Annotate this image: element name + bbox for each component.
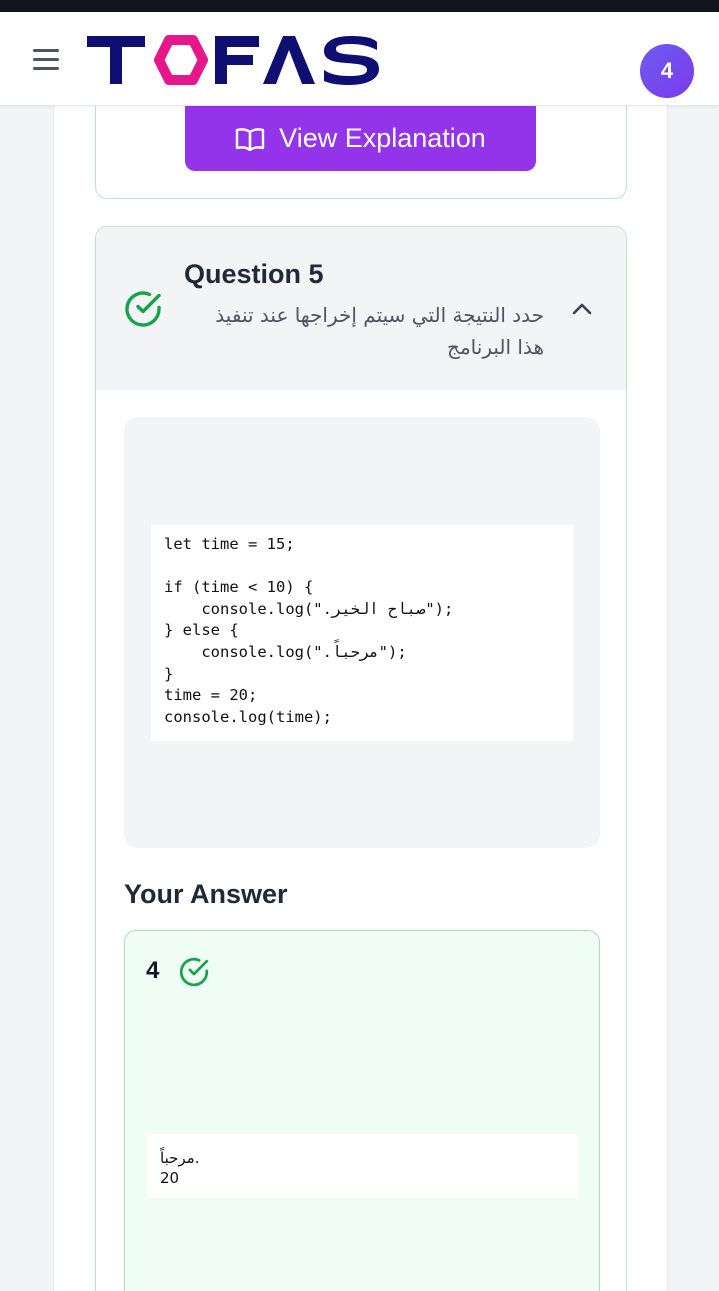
code-snippet: let time = 15; if (time < 10) { console.log(".صباح الخير"); } else { console.log(".مرحباً"); } time = 20; console.log(time);: [164, 535, 454, 726]
check-circle-icon: [123, 289, 163, 329]
answer-output-line: 20: [160, 1169, 180, 1187]
view-explanation-button[interactable]: [185, 106, 536, 171]
chevron-up-icon[interactable]: [570, 297, 594, 321]
answer-output-block: [146, 1134, 578, 1198]
question-title: Question 5: [184, 259, 324, 289]
hamburger-icon[interactable]: [33, 49, 59, 71]
notifications-count: 4: [660, 58, 674, 83]
notifications-avatar[interactable]: [640, 44, 694, 98]
your-answer-heading: Your Answer: [124, 879, 288, 909]
question-prompt: حدد النتيجة التي سيتم إخراجها عند تنفيذ هذا البرنامج: [215, 303, 544, 359]
top-navbar: [0, 12, 719, 106]
code-block-container: [124, 417, 600, 848]
tofas-logo[interactable]: [87, 34, 383, 86]
question-card: [95, 226, 627, 1291]
selected-answer-card[interactable]: [124, 930, 600, 1291]
answer-output-line: مرحباً.: [160, 1149, 200, 1167]
check-circle-icon: [178, 956, 210, 988]
code-block: [151, 525, 573, 741]
book-open-icon: [235, 127, 265, 151]
answer-option-number: 4: [146, 957, 160, 984]
status-bar: [0, 0, 719, 12]
view-explanation-label: View Explanation: [279, 123, 486, 153]
question-header[interactable]: [96, 227, 626, 390]
